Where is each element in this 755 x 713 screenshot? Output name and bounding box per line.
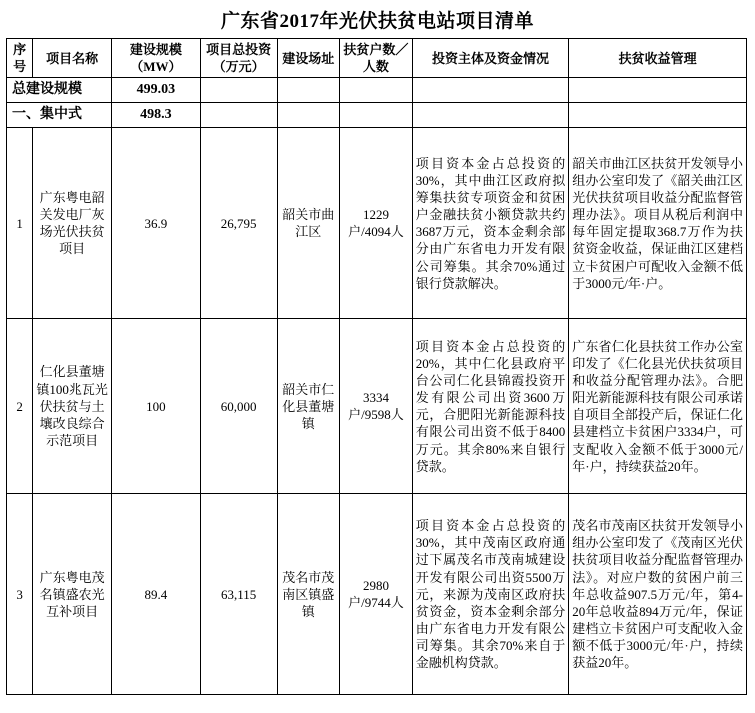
cell-site: 韶关市曲江区 xyxy=(277,128,340,319)
cell-benefit: 茂名市茂南区扶贫开发领导小组办公室印发了《茂南区光伏扶贫项目收益分配监督管理办法》。对应户数的贫困户前三年总收益907.5万元/年，第4-20年总收益894万元/年，保证建档立卡贫困户可支配收入金额不低于3000元/年·户，持续获益20年。 xyxy=(569,494,747,695)
summary-blank-capital-total xyxy=(412,78,568,103)
summary-label-total: 总建设规模 xyxy=(7,78,112,103)
summary-blank-site-centralized xyxy=(277,103,340,128)
column-header-seq: 序号 xyxy=(7,39,33,78)
cell-seq: 2 xyxy=(7,319,33,494)
summary-blank-invest-centralized xyxy=(200,103,277,128)
cell-benefit: 韶关市曲江区扶贫开发领导小组办公室印发了《韶关曲江区光伏扶贫项目收益分配监督管理办法》。项目从税后利润中每年固定提取368.7万作为扶贫资金收益，保证曲江区建档立卡贫困户可配收入金额不低于3000元/年·户。 xyxy=(569,128,747,319)
summary-value-total: 499.03 xyxy=(111,78,200,103)
column-header-capital: 投资主体及资金情况 xyxy=(412,39,568,78)
cell-investment: 60,000 xyxy=(200,319,277,494)
cell-capital: 项目资本金占总投资的20%，其中仁化县政府平台公司仁化县锦霞投资开发有限公司出资3600万元，合肥阳光新能源科技有限公司出资不低于8400万元。其余80%来自银行贷款。 xyxy=(412,319,568,494)
cell-capital: 项目资本金占总投资的30%，其中茂南区政府通过下属茂名市茂南城建设开发有限公司出资5500万元，来源为茂南区政府扶贫资金，资本金剩余部分由广东省电力开发有限公司筹集。其余70%来自于金融机构贷款。 xyxy=(412,494,568,695)
column-header-benefit: 扶贫收益管理 xyxy=(569,39,747,78)
column-header-households: 扶贫户数／人数 xyxy=(340,39,413,78)
summary-row-total xyxy=(7,78,747,103)
column-header-project-name: 项目名称 xyxy=(33,39,112,78)
table-header xyxy=(7,39,747,78)
cell-project-name: 广东粤电韶关发电厂灰场光伏扶贫项目 xyxy=(33,128,112,319)
cell-capital: 项目资本金占总投资的30%，其中曲江区政府拟筹集扶贫专项资金和贫困户金融扶贫小额贷款共约3687万元，资本金剩余部分由广东省电力开发有限公司筹集。其余70%通过银行贷款解决。 xyxy=(412,128,568,319)
cell-site: 韶关市仁化县董塘镇 xyxy=(277,319,340,494)
summary-blank-invest-total xyxy=(200,78,277,103)
summary-blank-house-total xyxy=(340,78,413,103)
cell-scale: 36.9 xyxy=(111,128,200,319)
cell-benefit: 广东省仁化县扶贫工作办公室印发了《仁化县光伏扶贫项目和收益分配管理办法》。合肥阳光新能源科技有限公司承诺自项目全部投产后，保证仁化县建档立卡贫困户3334户，可支配收入金额不低于3000元/年·户，持续获益20年。 xyxy=(569,319,747,494)
table-row xyxy=(7,128,747,319)
cell-investment: 63,115 xyxy=(200,494,277,695)
header-row xyxy=(7,39,747,78)
column-header-investment: 项目总投资（万元） xyxy=(200,39,277,78)
cell-site: 茂名市茂南区镇盛镇 xyxy=(277,494,340,695)
summary-blank-house-centralized xyxy=(340,103,413,128)
page-title: 广东省2017年光伏扶贫电站项目清单 xyxy=(220,11,534,32)
summary-blank-benefit-total xyxy=(569,78,747,103)
cell-project-name: 广东粤电茂名镇盛农光互补项目 xyxy=(33,494,112,695)
table-row xyxy=(7,319,747,494)
summary-blank-capital-centralized xyxy=(412,103,568,128)
project-list-table xyxy=(6,38,747,695)
summary-blank-benefit-centralized xyxy=(569,103,747,128)
cell-scale: 89.4 xyxy=(111,494,200,695)
summary-row-centralized xyxy=(7,103,747,128)
column-header-site: 建设场址 xyxy=(277,39,340,78)
cell-seq: 3 xyxy=(7,494,33,695)
cell-households: 1229户/4094人 xyxy=(340,128,413,319)
cell-scale: 100 xyxy=(111,319,200,494)
table-body xyxy=(7,78,747,695)
cell-seq: 1 xyxy=(7,128,33,319)
summary-label-centralized: 一、集中式 xyxy=(7,103,112,128)
column-header-scale: 建设规模（MW） xyxy=(111,39,200,78)
summary-blank-site-total xyxy=(277,78,340,103)
table-row xyxy=(7,494,747,695)
cell-project-name: 仁化县董塘镇100兆瓦光伏扶贫与土壤改良综合示范项目 xyxy=(33,319,112,494)
summary-value-centralized: 498.3 xyxy=(111,103,200,128)
cell-households: 3334户/9598人 xyxy=(340,319,413,494)
cell-households: 2980户/9744人 xyxy=(340,494,413,695)
cell-investment: 26,795 xyxy=(200,128,277,319)
